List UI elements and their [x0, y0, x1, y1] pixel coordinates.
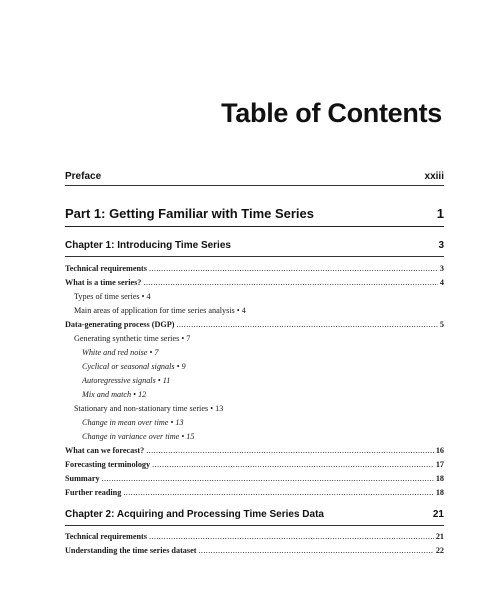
toc-subsubsection[interactable]: Mix and match • 12 [82, 390, 147, 399]
toc-entry-page: 18 [435, 474, 444, 483]
toc-entry[interactable] [65, 530, 444, 544]
chapter-1-rule [65, 256, 444, 257]
toc-entry-page: 5 [439, 320, 444, 329]
toc-entry-page: 17 [435, 460, 444, 469]
toc-entry[interactable] [65, 318, 444, 332]
toc-subsubsection[interactable]: Autoregressive signals • 11 [82, 376, 171, 385]
toc-subsection[interactable]: Stationary and non-stationary time series • 13 [74, 404, 224, 413]
toc-entry-page: 22 [435, 546, 444, 555]
chapter-2-page: 21 [432, 509, 444, 520]
toc-chapter-1[interactable] [65, 240, 444, 251]
toc-entry[interactable] [65, 444, 444, 458]
toc-entry-page: 4 [439, 278, 444, 287]
toc-entry-label: Forecasting terminology [65, 460, 151, 469]
toc-entry-label: Summary [65, 474, 100, 483]
toc-subsection[interactable]: Main areas of application for time series analysis • 4 [74, 306, 246, 315]
dot-leader [149, 530, 434, 544]
toc-entry[interactable] [65, 276, 444, 290]
dot-leader [152, 458, 434, 472]
preface-page: xxiii [424, 171, 444, 182]
toc-entry-label: What is a time series? [65, 278, 142, 287]
toc-entry[interactable] [65, 486, 444, 500]
toc-preface[interactable] [65, 171, 444, 182]
chapter-1-label: Chapter 1: Introducing Time Series [65, 240, 231, 251]
dot-leader [102, 472, 434, 486]
toc-entry-page: 18 [435, 488, 444, 497]
part-1-rule [65, 226, 444, 227]
toc-entry-page: 3 [439, 264, 444, 273]
part-1-page: 1 [436, 206, 444, 221]
toc-entry-label: Technical requirements [65, 532, 147, 541]
toc-subsection[interactable]: Types of time series • 4 [74, 292, 151, 301]
dot-leader [146, 444, 434, 458]
toc-entry-label: Technical requirements [65, 264, 147, 273]
toc-entry[interactable] [65, 262, 444, 276]
chapter-1-page: 3 [438, 240, 444, 251]
toc-entry[interactable] [65, 458, 444, 472]
toc-subsubsection[interactable]: Change in mean over time • 13 [82, 418, 184, 427]
chapter-2-label: Chapter 2: Acquiring and Processing Time Series Data [65, 509, 324, 520]
chapter-1-entries [65, 262, 444, 500]
dot-leader [123, 486, 433, 500]
page-title: Table of Contents [221, 98, 442, 128]
toc-chapter-2[interactable] [65, 509, 444, 520]
dot-leader [198, 544, 433, 558]
preface-label: Preface [65, 171, 102, 182]
toc-entry-page: 16 [435, 446, 444, 455]
toc-entry-label: Data-generating process (DGP) [65, 320, 175, 329]
chapter-2-rule [65, 525, 444, 526]
preface-rule [65, 185, 444, 186]
part-1-label: Part 1: Getting Familiar with Time Series [65, 206, 314, 221]
dot-leader [143, 276, 438, 290]
toc-subsection[interactable]: Generating synthetic time series • 7 [74, 334, 191, 343]
toc-subsubsection[interactable]: Cyclical or seasonal signals • 9 [82, 362, 186, 371]
dot-leader [176, 318, 437, 332]
toc-subsubsection[interactable]: White and red noise • 7 [82, 348, 159, 357]
toc-entry-label: Further reading [65, 488, 122, 497]
toc-entry[interactable] [65, 544, 444, 558]
dot-leader [149, 262, 438, 276]
toc-entry-label: What can we forecast? [65, 446, 145, 455]
chapter-2-entries [65, 530, 444, 558]
toc-part-1[interactable] [65, 206, 444, 221]
toc-entry-page: 21 [435, 532, 444, 541]
toc-entry[interactable] [65, 472, 444, 486]
toc-entry-label: Understanding the time series dataset [65, 546, 197, 555]
toc-subsubsection[interactable]: Change in variance over time • 15 [82, 432, 195, 441]
